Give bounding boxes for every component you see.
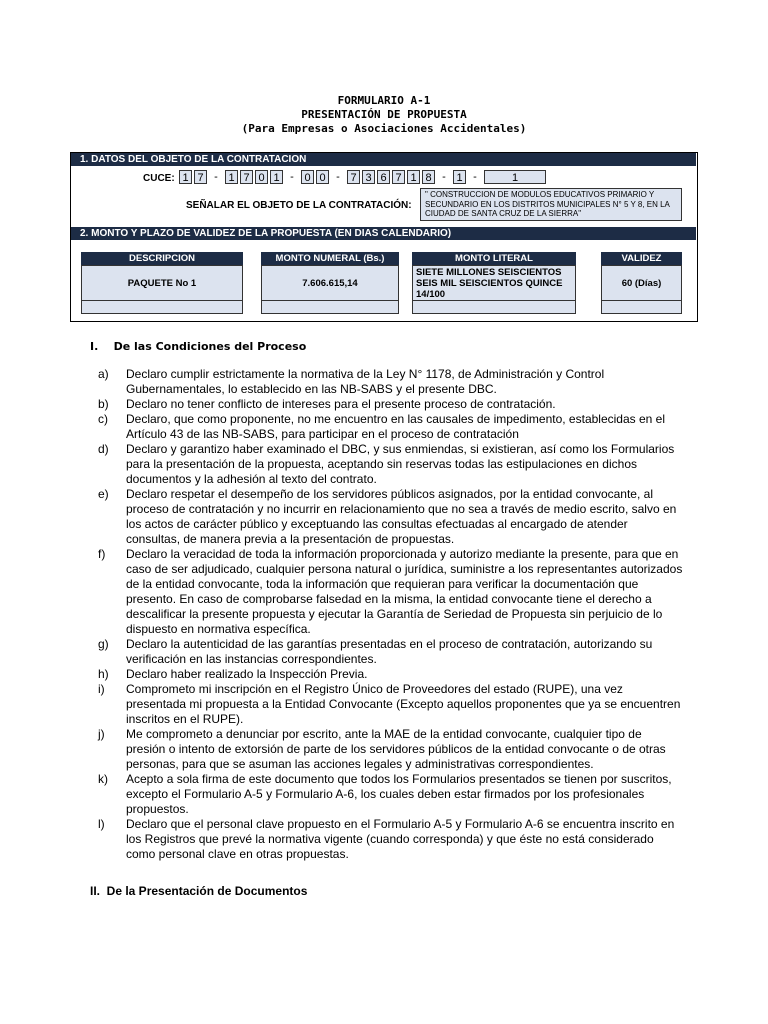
cuce-digit: 7 (347, 170, 360, 184)
clause-text: Declaro y garantizo haber examinado el DBC, y sus enmiendas, si existieran, así como los Formularios para la presentación de la propuesta, aceptando sin reservas todas las estipulaciones en dichos documentos y la adhesión al texto del contrato. (126, 442, 675, 486)
clause-letter: d) (98, 442, 109, 456)
cuce-digit: 7 (194, 170, 207, 184)
form-subtitle-note: (Para Empresas o Asociaciones Accidentales) (241, 122, 527, 135)
clause-k (98, 772, 683, 817)
clause-text: Declaro, que como proponente, no me encuentro en las causales de impedimento, establecidas en el Artículo 43 de las NB-SABS, para participar en el proceso de contratación (126, 412, 665, 441)
cuce-code (179, 170, 548, 184)
clause-i (98, 682, 683, 727)
cuce-digit: 1 (407, 170, 420, 184)
clause-g (98, 637, 683, 667)
section2-header: 2. MONTO Y PLAZO DE VALIDEZ DE LA PROPUESTA (EN DIAS CALENDARIO) (71, 227, 696, 240)
cuce-digit: 0 (301, 170, 314, 184)
clause-e (98, 487, 683, 547)
clause-text: Declaro la veracidad de toda la información proporcionada y autorizo mediante la presente, para que en caso de ser adjudicado, cualquier persona natural o jurídica, suministre a los representantes autorizados de la entidad convocante, toda la información que requieran para verificar la documentación que presento. En caso de comprobarse falsedad en la misma, la entidad convocante tiene el derecho a descalificar la presente propuesta y ejecutar la Garantía de Seriedad de Propuesta sin perjuicio de lo dispuesto en normativa específica. (126, 547, 683, 636)
clause-text: Declaro que el personal clave propuesto en el Formulario A-5 y Formulario A-6 se encuentra inscrito en los Registros que prevé la normativa vigente (cuando corresponda) y que éste no está considerado como personal clave en otras propuestas. (126, 817, 675, 861)
cuce-separator: - (214, 171, 218, 183)
objeto-label: SEÑALAR EL OBJETO DE LA CONTRATACIÓN: (186, 200, 412, 211)
cuce-digit: 3 (362, 170, 375, 184)
clause-text: Declaro cumplir estrictamente la normativa de la Ley N° 1178, de Administración y Control Gubernamentales, lo establecido en las NB-SABS y el presente DBC. (126, 367, 605, 396)
cuce-separator: - (473, 171, 477, 183)
clause-letter: a) (98, 367, 109, 381)
clause-letter: b) (98, 397, 109, 411)
monto-numeral-footer-cell (261, 301, 399, 314)
clause-letter: l) (98, 817, 105, 831)
cuce-digit: 0 (316, 170, 329, 184)
clause-text: Declaro haber realizado la Inspección Previa. (126, 667, 368, 681)
clause-j (98, 727, 683, 772)
clause-letter: j) (98, 727, 105, 741)
part2-title: II. De la Presentación de Documentos (90, 884, 308, 898)
cuce-separator: - (442, 171, 446, 183)
clause-text: Comprometo mi inscripción en el Registro Único de Proveedores del estado (RUPE), una vez presentada mi propuesta a la Entidad Convocante (Excepto aquellos proponentes que ya se encuentren inscritos en el RUPE). (126, 682, 681, 726)
clause-text: Declaro la autenticidad de las garantías presentadas en el proceso de contratación, autorizando su verificación en las instancias correspondientes. (126, 637, 653, 666)
form-data-box (70, 152, 698, 322)
clause-f (98, 547, 683, 637)
clause-d (98, 442, 683, 487)
validez-value: 60 (Días) (601, 265, 682, 301)
cuce-digit: 1 (225, 170, 238, 184)
cuce-separator: - (290, 171, 294, 183)
monto-numeral-value: 7.606.615,14 (261, 265, 399, 301)
descripcion-header: DESCRIPCION (81, 252, 243, 265)
form-title: FORMULARIO A-1 (337, 94, 431, 107)
form-subtitle: PRESENTACIÓN DE PROPUESTA (301, 108, 467, 121)
form-title-block (0, 94, 768, 136)
clause-letter: g) (98, 637, 109, 651)
clause-text: Me comprometo a denunciar por escrito, ante la MAE de la entidad convocante, cualquier tipo de presión o intento de extorsión de parte de los servidores públicos de la entidad convocante o de otras personas, para que se asuman las acciones legales y administrativas correspondientes. (126, 727, 666, 771)
cuce-digit: 0 (255, 170, 268, 184)
clause-letter: k) (98, 772, 108, 786)
validez-column (601, 252, 682, 314)
monto-literal-column (412, 252, 576, 314)
clause-h (98, 667, 683, 682)
clause-text: Declaro respetar el desempeño de los servidores públicos asignados, por la entidad convocante, al proceso de contratación y no incurrir en relacionamiento que no sea a través de medio escrito, salvo en los actos de carácter público y exceptuando las consultas efectuadas al encargado de atender consultas, de manera previa a la presentación de propuestas. (126, 487, 677, 546)
cuce-digit: 6 (377, 170, 390, 184)
cuce-digit: 1 (453, 170, 466, 184)
cuce-digit: 8 (422, 170, 435, 184)
cuce-digit: 7 (392, 170, 405, 184)
monto-literal-value: SIETE MILLONES SEISCIENTOS SEIS MIL SEISCIENTOS QUINCE 14/100 (412, 265, 576, 301)
descripcion-footer-cell (81, 301, 243, 314)
validez-header: VALIDEZ (601, 252, 682, 265)
validez-footer-cell (601, 301, 682, 314)
clause-c (98, 412, 683, 442)
monto-numeral-header: MONTO NUMERAL (Bs.) (261, 252, 399, 265)
cuce-digit: 1 (179, 170, 192, 184)
clause-letter: h) (98, 667, 109, 681)
clause-letter: e) (98, 487, 109, 501)
clause-b (98, 397, 683, 412)
monto-literal-footer-cell (412, 301, 576, 314)
monto-literal-header: MONTO LITERAL (412, 252, 576, 265)
monto-numeral-column (261, 252, 399, 314)
descripcion-value: PAQUETE No 1 (81, 265, 243, 301)
clause-a (98, 367, 683, 397)
cuce-digit: 7 (240, 170, 253, 184)
clause-letter: c) (98, 412, 108, 426)
clause-text: Acepto a sola firma de este documento que todos los Formularios presentados se tienen por suscritos, excepto el Formulario A-5 y Formulario A-6, los cuales deben estar firmados por los profesionales propuestos. (126, 772, 672, 816)
part1-title: I. De las Condiciones del Proceso (90, 340, 307, 353)
objeto-value: " CONSTRUCCION DE MODULOS EDUCATIVOS PRIMARIO Y SECUNDARIO EN LOS DISTRITOS MUNICIPALES N° 5 Y 8, EN LA CIUDAD DE SANTA CRUZ DE LA SIERRA" (420, 188, 682, 221)
cuce-digit: 1 (270, 170, 283, 184)
cuce-label: CUCE: (143, 173, 175, 184)
cuce-separator: - (336, 171, 340, 183)
clause-l (98, 817, 683, 862)
clause-text: Declaro no tener conflicto de intereses para el presente proceso de contratación. (126, 397, 556, 411)
descripcion-column (81, 252, 243, 314)
cuce-digit-last: 1 (484, 170, 546, 184)
clause-letter: f) (98, 547, 106, 561)
conditions-list (98, 367, 683, 862)
clause-letter: i) (98, 682, 105, 696)
section1-header: 1. DATOS DEL OBJETO DE LA CONTRATACION (71, 153, 696, 166)
